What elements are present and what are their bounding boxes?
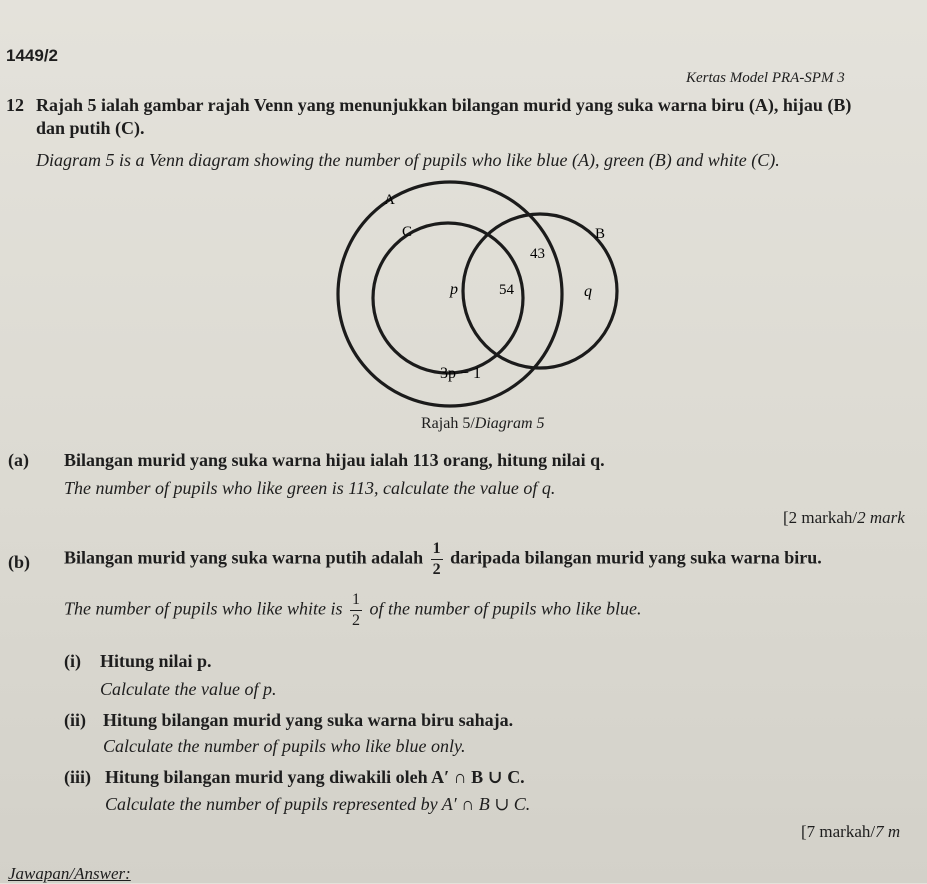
fraction-denominator: 2 [432, 561, 441, 578]
diagram-caption-en: Diagram 5 [474, 415, 545, 432]
region-value-54: 54 [499, 282, 514, 298]
region-q: q [584, 283, 592, 300]
paper-name: Kertas Model PRA-SPM 3 [686, 70, 845, 86]
set-b-label: B [595, 226, 606, 242]
fraction-numerator: 1 [431, 541, 443, 560]
part-b-label: (b) [8, 552, 30, 572]
part-b-iii-en: Calculate the number of pupils represented by A′ ∩ B ∪ C. [105, 794, 531, 814]
part-b-i-en: Calculate the value of p. [100, 679, 277, 699]
question-intro-ms-line1: Rajah 5 ialah gambar rajah Venn yang menunjukkan bilangan murid yang suka warna biru (A), hijau (B) [36, 95, 852, 115]
part-b-en-line [64, 592, 641, 629]
part-b-ii-label: (ii) [64, 710, 86, 730]
part-b-ms-line [64, 541, 822, 578]
part-b-marks-en: 7 m [875, 822, 901, 841]
part-a-label: (a) [8, 450, 29, 470]
part-b-i-label: (i) [64, 651, 81, 671]
diagram-caption-ms: Rajah 5/ [421, 415, 475, 432]
part-b-ii-ms: Hitung bilangan murid yang suka warna biru sahaja. [103, 710, 514, 730]
part-a-marks-en: 2 mark [857, 508, 905, 527]
part-a-marks [783, 508, 905, 528]
fraction-numerator: 1 [350, 592, 362, 611]
part-b-ms-before: Bilangan murid yang suka warna putih adalah [64, 547, 424, 568]
fraction-denominator: 2 [352, 612, 360, 629]
question-intro-ms-line2: dan putih (C). [36, 118, 145, 138]
region-3p-minus-1: 3p − 1 [440, 365, 482, 382]
part-a-ms: Bilangan murid yang suka warna hijau ialah 113 orang, hitung nilai q. [64, 450, 605, 470]
paper-code: 1449/2 [6, 46, 58, 65]
part-b-marks [801, 822, 900, 842]
part-a-marks-ms: [2 markah/ [783, 508, 858, 527]
set-c-circle [373, 223, 523, 373]
set-b-circle [463, 214, 617, 368]
set-c-label: C [402, 224, 413, 240]
part-b-marks-ms: [7 markah/ [801, 822, 876, 841]
part-b-en-after: of the number of pupils who like blue. [369, 598, 642, 619]
region-value-43: 43 [530, 246, 545, 262]
part-b-ii-en: Calculate the number of pupils who like blue only. [103, 736, 466, 756]
part-a-en: The number of pupils who like green is 113, calculate the value of q. [64, 478, 556, 498]
part-b-iii-label: (iii) [64, 767, 91, 787]
part-b-iii-ms: Hitung bilangan murid yang diwakili oleh A′ ∩ B ∪ C. [105, 767, 525, 787]
question-intro-en: Diagram 5 is a Venn diagram showing the number of pupils who like blue (A), green (B) and white (C). [36, 150, 780, 170]
part-b-en-before: The number of pupils who like white is [64, 598, 343, 619]
part-b-en-fraction [350, 592, 362, 629]
venn-diagram [330, 180, 660, 410]
set-a-label: A [384, 192, 395, 208]
part-b-ms-after: daripada bilangan murid yang suka warna biru. [450, 547, 822, 568]
region-p: p [450, 281, 458, 298]
answer-label: Jawapan/Answer: [8, 864, 131, 883]
diagram-caption [421, 415, 545, 433]
part-b-i-ms: Hitung nilai p. [100, 651, 212, 671]
question-number: 12 [6, 95, 24, 115]
part-b-ms-fraction [431, 541, 443, 578]
